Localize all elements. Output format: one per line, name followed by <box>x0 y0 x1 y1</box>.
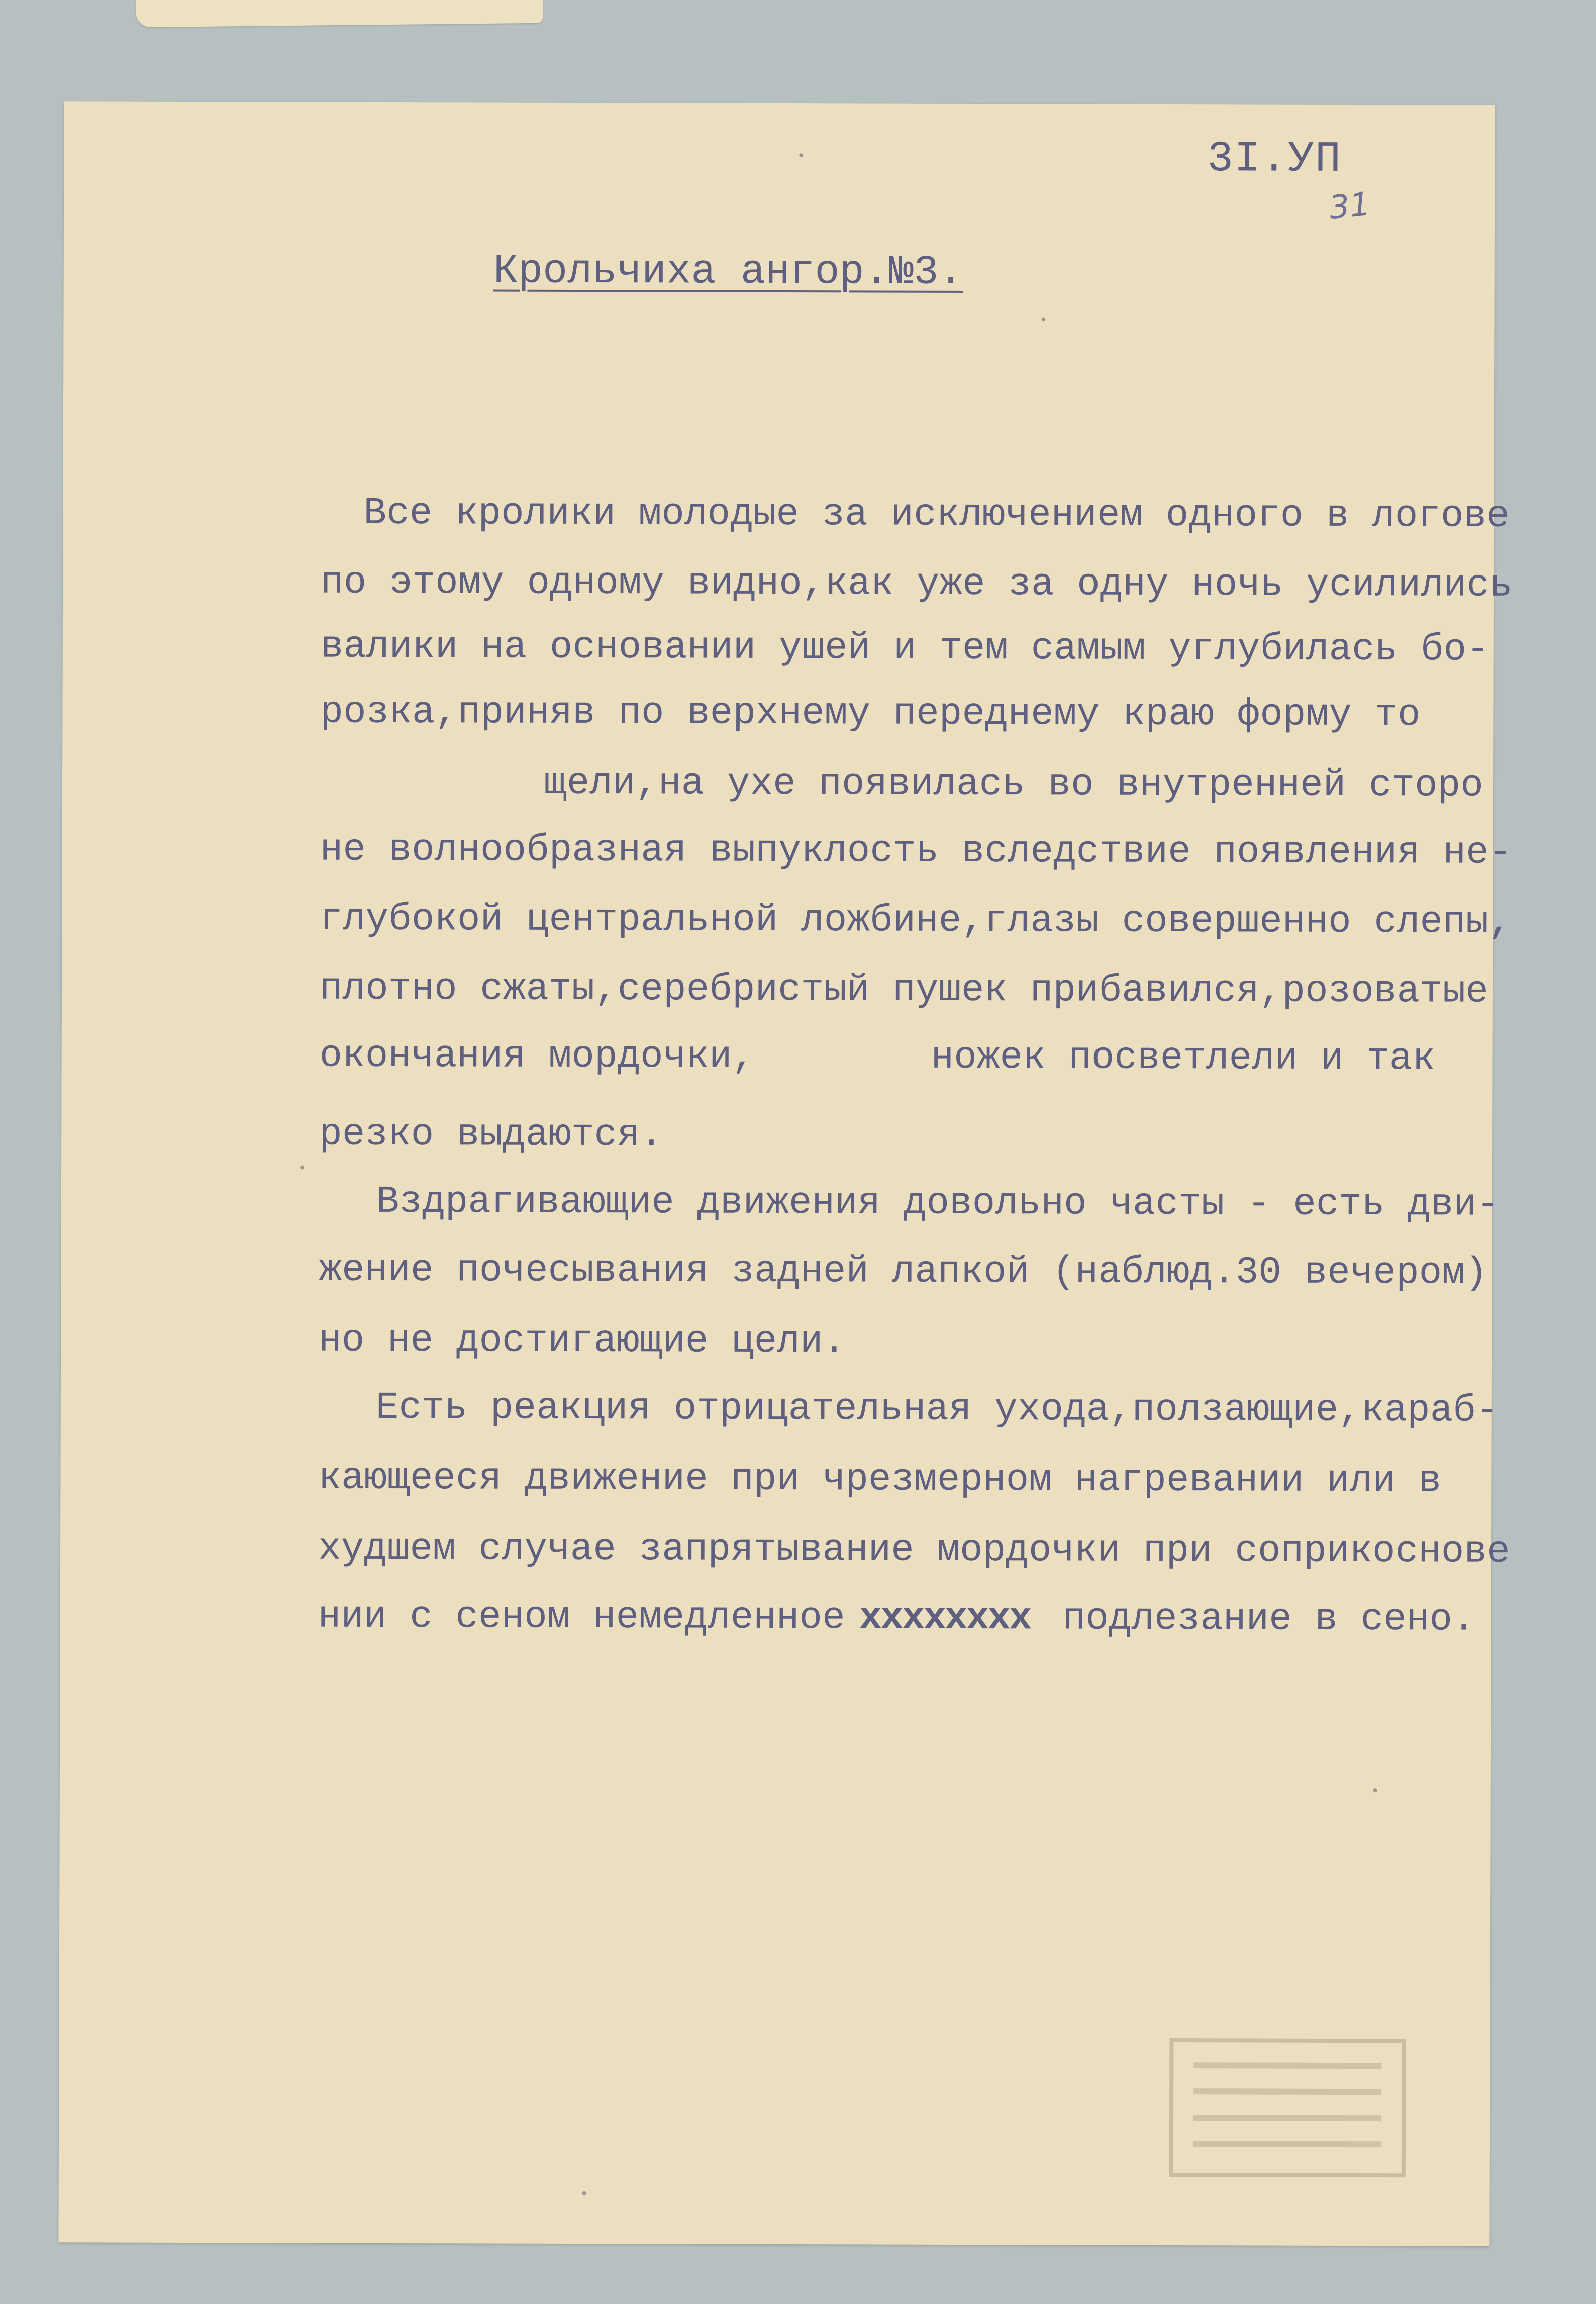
archive-stamp <box>1169 2038 1406 2177</box>
text-line: резко выдаются. <box>319 1112 663 1157</box>
text-line: не волнообразная выпуклость вследствие появления не- <box>320 828 1512 875</box>
text-line: окончания мордочки, <box>319 1034 755 1079</box>
document-title: Крольчиха ангор.№3. <box>493 248 963 296</box>
paper-scrap <box>136 0 543 27</box>
text-line: плотно сжаты,серебристый пушек прибавился,розоватые <box>319 967 1489 1013</box>
ink-speck <box>1373 1788 1377 1792</box>
text-line: но не достигающие цели. <box>319 1318 846 1364</box>
stamp-line <box>1193 2115 1381 2121</box>
document-sheet <box>58 101 1513 2246</box>
ink-speck <box>1041 317 1045 321</box>
ink-speck <box>799 153 803 157</box>
handwritten-folio-number: 31 <box>1327 185 1372 227</box>
text-line: жение почесывания задней лапкой (наблюд.30 вечером) <box>319 1248 1488 1295</box>
text-line: валики на основании ушей и тем самым углубилась бо- <box>320 625 1489 671</box>
text-line: худшем случае запрятывание мордочки при соприкоснове <box>318 1526 1510 1573</box>
text-line: кающееся движение при чрезмерном нагревании или в <box>318 1456 1442 1503</box>
text-line: розка,приняв по верхнему переднему краю форму то <box>320 690 1421 737</box>
stamp-line <box>1193 2062 1381 2069</box>
text-line: нии с сеном немедленное <box>318 1595 845 1640</box>
text-line: глубокой центральной ложбине,глазы совершенно слепы, <box>320 897 1512 944</box>
stamp-line <box>1193 2141 1381 2147</box>
text-line: Есть реакция отрицательная ухода,ползающие,караб- <box>375 1386 1499 1432</box>
text-line: по этому одному видно,как уже за одну ночь усилились <box>320 560 1513 607</box>
text-line: подлезание в сено. <box>1062 1597 1475 1642</box>
stamp-line <box>1193 2088 1381 2095</box>
text-line: Все кролики молодые за исключением одного в логове <box>363 491 1510 538</box>
struck-out-text: xxxxxxxx <box>859 1596 1031 1641</box>
text-line: Вздрагивающие движения довольно часты - есть дви- <box>376 1180 1500 1226</box>
ink-speck <box>582 2191 586 2195</box>
page-code: 3I.УП <box>1207 134 1342 184</box>
text-line: ножек посветлели и так <box>931 1035 1436 1081</box>
ink-speck <box>300 1166 304 1170</box>
text-line: щели,на ухе появилась во внутренней сторо <box>543 761 1484 807</box>
